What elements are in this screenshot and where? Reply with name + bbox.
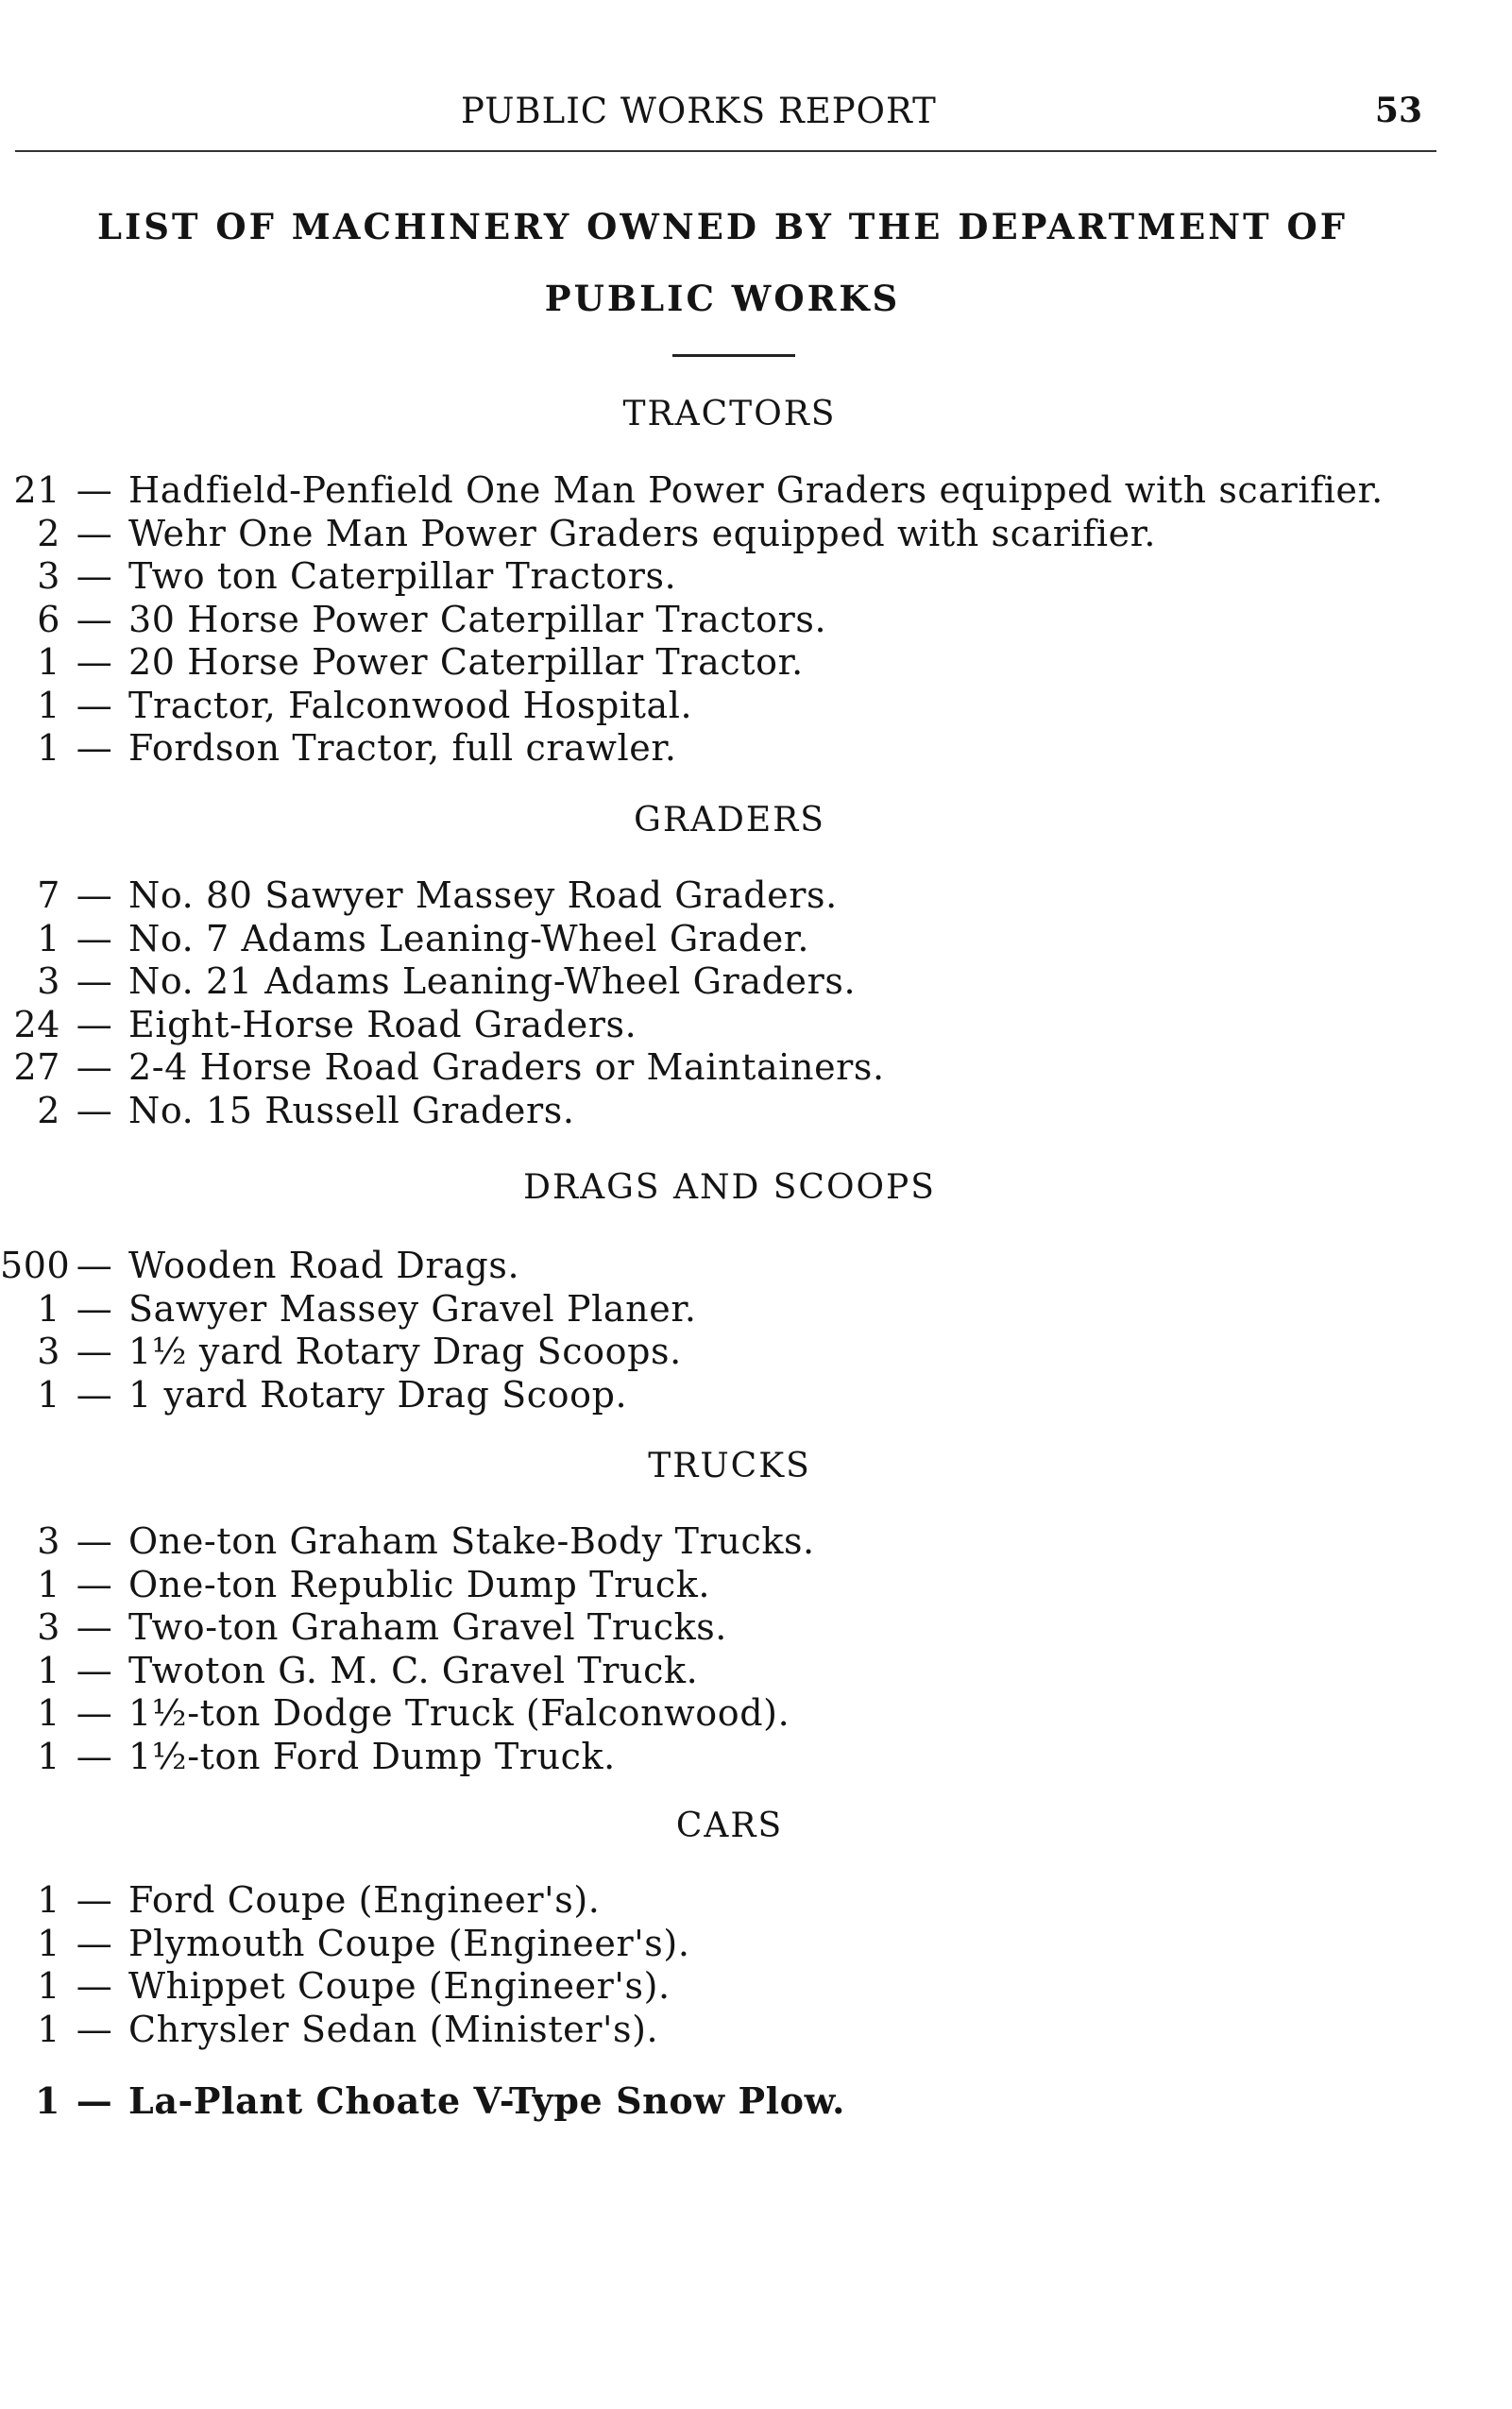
item-quantity: 3 [37,960,60,1002]
item-quantity: 1 [37,1879,60,1921]
item-quantity: 6 [37,598,60,640]
item-description: No. 21 Adams Leaning-Wheel Graders. [128,960,857,1002]
item-quantity: 3 [37,1331,60,1372]
list-item [0,1650,815,1693]
title-line-1: LIST OF MACHINERY OWNED BY THE DEPARTMENT OF [96,206,1349,247]
item-description: Sawyer Massey Gravel Planer. [128,1287,697,1330]
item-quantity: 1 [37,684,60,726]
item-description: 30 Horse Power Caterpillar Tractors. [128,598,827,640]
item-dash: — [76,1606,113,1648]
list-item [0,1004,885,1047]
item-dash: — [76,469,113,511]
item-dash: — [76,1649,113,1691]
list-item [0,1879,690,1923]
item-description: One-ton Graham Stake-Body Trucks. [128,1520,815,1562]
item-description: No. 80 Sawyer Massey Road Graders. [128,874,838,916]
list-item [0,513,1384,556]
item-dash: — [76,1331,113,1372]
item-quantity: 1 [37,1965,60,2007]
item-description: One-ton Republic Dump Truck. [128,1563,711,1605]
list-item [0,1965,690,2009]
list-item [0,555,1384,599]
item-dash: — [76,1735,113,1777]
item-quantity: 1 [37,1922,60,1964]
item-description: Twoton G. M. C. Gravel Truck. [128,1649,699,1691]
item-dash: — [76,2008,113,2050]
item-dash: — [76,1563,113,1605]
item-dash: — [76,1287,113,1330]
graders-list [0,874,885,1132]
item-dash: — [76,555,113,597]
item-description: 1 yard Rotary Drag Scoop. [128,1373,628,1416]
item-description: Eight-Horse Road Graders. [128,1003,637,1045]
cars-list [0,1879,690,2051]
item-description: Tractor, Falconwood Hospital. [128,684,693,726]
item-dash: — [76,1245,113,1286]
item-quantity: 24 [13,1003,60,1045]
item-quantity: 3 [37,1606,60,1648]
item-description: Fordson Tractor, full crawler. [128,727,677,769]
item-description: No. 7 Adams Leaning-Wheel Grader. [128,917,810,959]
list-item [0,1288,697,1332]
item-description: Two-ton Graham Gravel Trucks. [128,1606,727,1648]
list-item [0,1046,885,1090]
item-description: No. 15 Russell Graders. [128,1089,575,1131]
item-quantity: 1 [37,1649,60,1691]
item-description: Chrysler Sedan (Minister's). [128,2008,659,2050]
list-item [0,1692,815,1736]
item-dash: — [76,1089,113,1131]
item-quantity: 500 [0,1245,71,1286]
running-title: PUBLIC WORKS REPORT [461,91,937,131]
item-quantity: 2 [37,1089,60,1131]
item-description: Ford Coupe (Engineer's). [128,1879,601,1921]
item-description: Whippet Coupe (Engineer's). [128,1965,671,2007]
title-rule [672,354,795,357]
item-dash: — [76,1003,113,1045]
item-dash: — [76,917,113,959]
item-description: 1½-ton Dodge Truck (Falconwood). [128,1692,790,1734]
item-dash: — [76,874,113,916]
section-heading-tractors: TRACTORS [622,395,837,433]
tractors-list [0,469,1384,771]
item-quantity: 1 [37,641,60,683]
list-item [0,1245,697,1288]
running-header [0,91,1512,136]
trucks-list [0,1520,815,1778]
item-description: 1½ yard Rotary Drag Scoops. [128,1331,682,1372]
list-item [0,2009,690,2052]
item-quantity: 3 [37,555,60,597]
item-quantity: 1 [37,1692,60,1734]
list-item [0,1090,885,1133]
list-item [0,1331,697,1374]
drags-and-scoops-list [0,1245,697,1417]
item-description: Two ton Caterpillar Tractors. [128,555,677,597]
item-dash: — [76,512,113,554]
list-item [0,1736,815,1779]
item-description: La-Plant Choate V-Type Snow Plow. [128,2079,845,2122]
item-dash: — [76,1879,113,1921]
item-dash: — [76,641,113,683]
list-item [0,1564,815,1607]
list-item [0,641,1384,685]
item-quantity: 7 [37,874,60,916]
item-description: Wehr One Man Power Graders equipped with scarifier. [128,512,1156,554]
list-item [0,469,1384,513]
title-line-2: PUBLIC WORKS [544,278,901,319]
item-quantity: 1 [34,2079,60,2122]
list-item [0,727,1384,771]
item-quantity: 27 [13,1046,60,1088]
item-quantity: 2 [37,512,60,554]
item-quantity: 21 [13,469,60,511]
list-item [0,1374,697,1417]
list-item [0,918,885,961]
item-dash: — [76,1692,113,1734]
item-quantity: 1 [37,1563,60,1605]
list-item [0,599,1384,642]
item-quantity: 1 [37,2008,60,2050]
item-dash: — [76,1922,113,1964]
item-dash: — [76,598,113,640]
item-dash: — [76,1965,113,2007]
page-number: 53 [1374,91,1422,130]
item-dash: — [76,960,113,1002]
list-item [0,2079,845,2123]
item-description: 20 Horse Power Caterpillar Tractor. [128,641,804,683]
item-description: Hadfield-Penfield One Man Power Graders equipped with scarifier. [128,469,1384,511]
list-item [0,1923,690,1966]
item-dash: — [76,1520,113,1562]
snow-plow-list [0,2079,845,2123]
list-item [0,1520,815,1564]
document-title [0,191,1445,334]
section-heading-drags-and-scoops: DRAGS AND SCOOPS [523,1168,936,1207]
item-quantity: 1 [37,727,60,769]
item-dash: — [76,1046,113,1088]
item-description: 2-4 Horse Road Graders or Maintainers. [128,1046,885,1088]
section-heading-trucks: TRUCKS [648,1447,811,1485]
item-quantity: 3 [37,1520,60,1562]
item-dash: — [76,684,113,726]
list-item [0,685,1384,728]
list-item [0,874,885,918]
section-heading-cars: CARS [675,1807,784,1845]
header-rule [15,150,1436,152]
list-item [0,1606,815,1650]
item-dash: — [76,2079,113,2122]
item-dash: — [76,1373,113,1416]
item-quantity: 1 [37,1735,60,1777]
item-quantity: 1 [37,1373,60,1416]
item-description: Wooden Road Drags. [128,1245,520,1286]
item-quantity: 1 [37,1287,60,1330]
item-dash: — [76,727,113,769]
item-description: Plymouth Coupe (Engineer's). [128,1922,690,1964]
item-quantity: 1 [37,917,60,959]
item-description: 1½-ton Ford Dump Truck. [128,1735,616,1777]
list-item [0,960,885,1004]
section-heading-graders: GRADERS [634,801,825,840]
